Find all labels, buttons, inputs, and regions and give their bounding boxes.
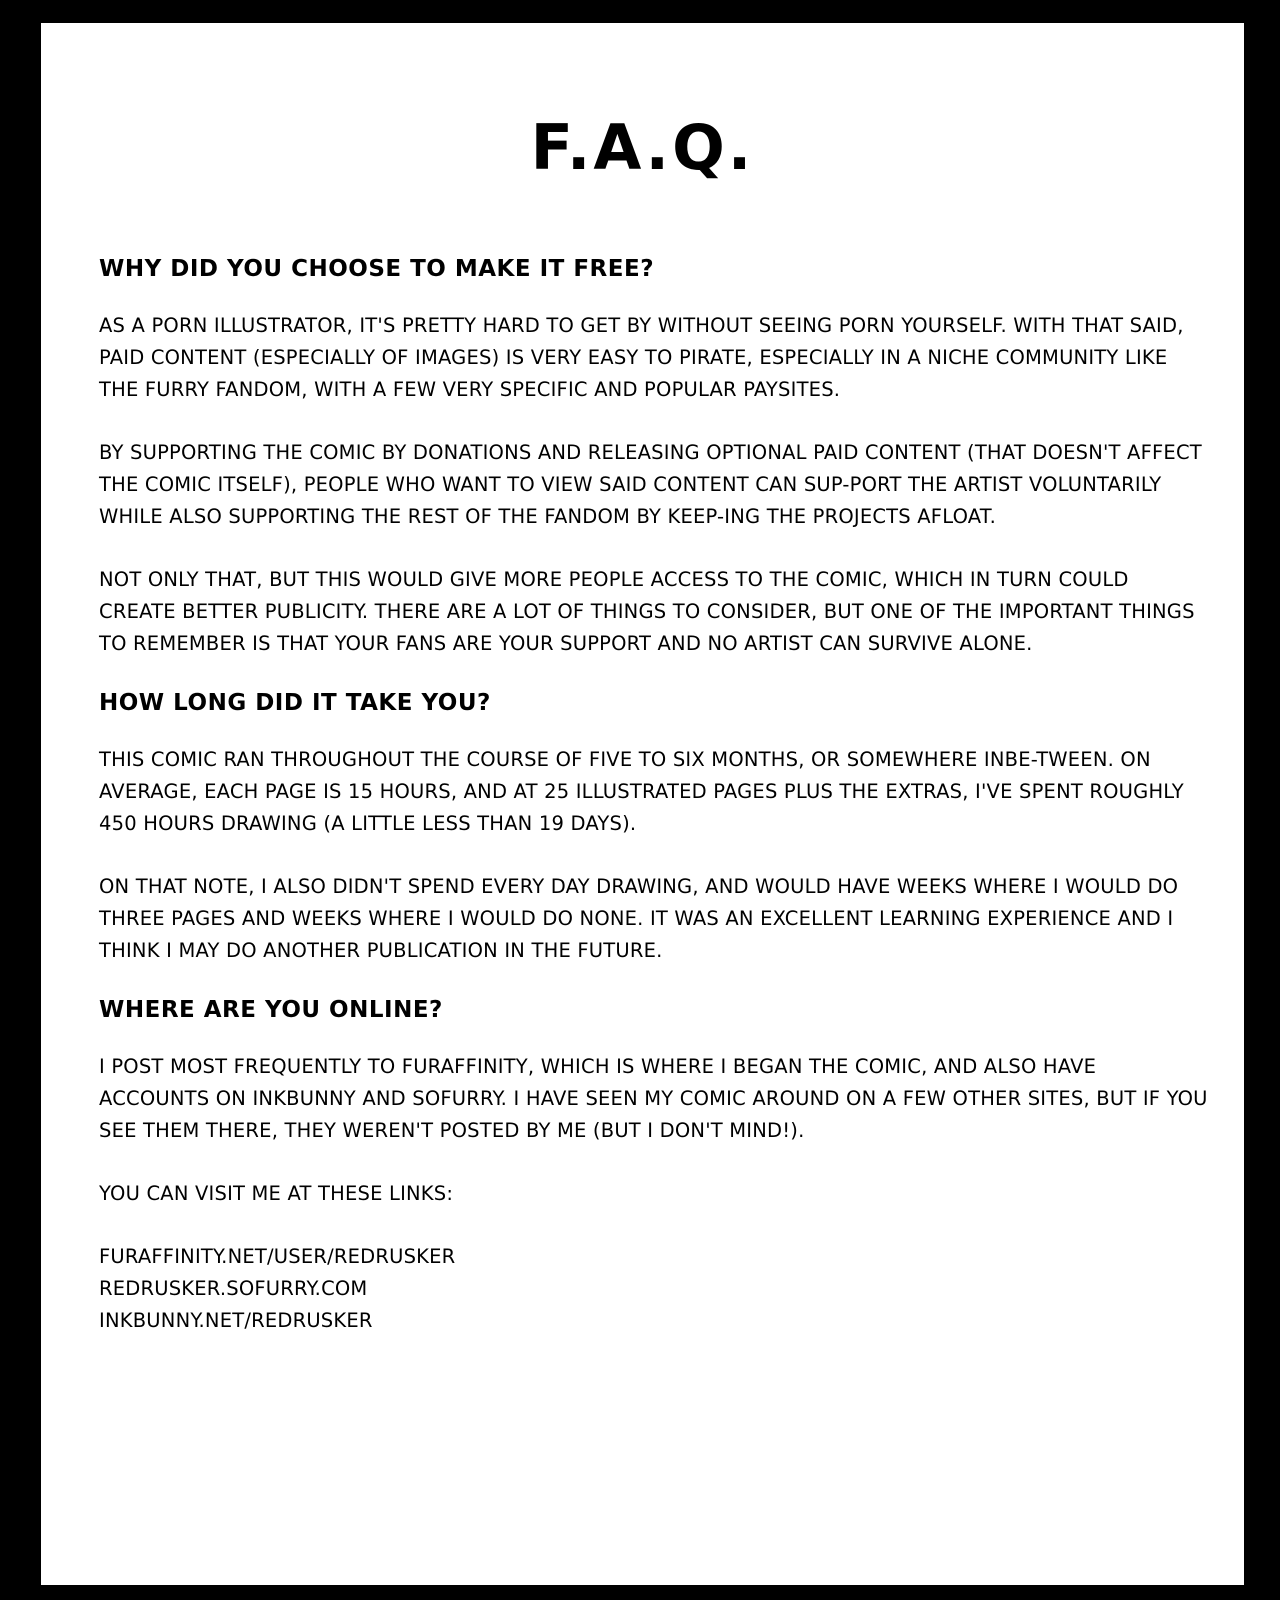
link-sofurry: REDRUSKER.SOFURRY.COM bbox=[99, 1277, 368, 1300]
faq-answer-paragraph: THIS COMIC RAN THROUGHOUT THE COURSE OF FIVE TO SIX MONTHS, OR SOMEWHERE INBE-TWEEN. ON AVERAGE, EACH PAGE IS 15 HOURS, AND AT 25 ILLUSTRATED PAGES PLUS THE EXTRAS, I'VE SPENT ROUGHLY 450 HOURS DRAWING (A LITTLE LESS THAN 19 DAYS). bbox=[99, 748, 1184, 835]
faq-page bbox=[41, 23, 1244, 1585]
faq-answer-paragraph: NOT ONLY THAT, BUT THIS WOULD GIVE MORE PEOPLE ACCESS TO THE COMIC, WHICH IN TURN COULD CREATE BETTER PUBLICITY. THERE ARE A LOT OF THINGS TO CONSIDER, BUT ONE OF THE IMPORTANT THINGS TO REMEMBER IS THAT YOUR FANS ARE YOUR SUPPORT AND NO ARTIST CAN SURVIVE ALONE. bbox=[99, 568, 1195, 655]
faq-answer-paragraph: BY SUPPORTING THE COMIC BY DONATIONS AND RELEASING OPTIONAL PAID CONTENT (THAT DOESN'T AFFECT THE COMIC ITSELF), PEOPLE WHO WANT TO VIEW SAID CONTENT CAN SUP-PORT THE ARTIST VOLUNTARILY WHILE ALSO SUPPORTING THE REST OF THE FANDOM BY KEEP-ING THE PROJECTS AFLOAT. bbox=[99, 441, 1202, 528]
faq-question: HOW LONG DID IT TAKE YOU? bbox=[99, 690, 491, 716]
faq-section-why-free bbox=[99, 253, 1209, 660]
faq-question: WHERE ARE YOU ONLINE? bbox=[99, 997, 443, 1023]
faq-content bbox=[99, 253, 1209, 1337]
page-title: F.A.Q. bbox=[530, 111, 755, 184]
faq-section-online bbox=[99, 994, 1209, 1337]
faq-answer-paragraph: YOU CAN VISIT ME AT THESE LINKS: bbox=[99, 1182, 454, 1205]
link-furaffinity: FURAFFINITY.NET/USER/REDRUSKER bbox=[99, 1245, 456, 1268]
faq-answer-paragraph: ON THAT NOTE, I ALSO DIDN'T SPEND EVERY DAY DRAWING, AND WOULD HAVE WEEKS WHERE I WOULD DO THREE PAGES AND WEEKS WHERE I WOULD DO NONE. IT WAS AN EXCELLENT LEARNING EXPERIENCE AND I THINK I MAY DO ANOTHER PUBLICATION IN THE FUTURE. bbox=[99, 875, 1179, 962]
link-inkbunny: INKBUNNY.NET/REDRUSKER bbox=[99, 1309, 373, 1332]
links-list bbox=[99, 1241, 1209, 1337]
faq-answer-paragraph: I POST MOST FREQUENTLY TO FURAFFINITY, WHICH IS WHERE I BEGAN THE COMIC, AND ALSO HAVE ACCOUNTS ON INKBUNNY AND SOFURRY. I HAVE SEEN MY COMIC AROUND ON A FEW OTHER SITES, BUT IF YOU SEE THEM THERE, THEY WEREN'T POSTED BY ME (BUT I DON'T MIND!). bbox=[99, 1055, 1208, 1142]
faq-section-how-long bbox=[99, 687, 1209, 967]
faq-answer-paragraph: AS A PORN ILLUSTRATOR, IT'S PRETTY HARD TO GET BY WITHOUT SEEING PORN YOURSELF. WITH THAT SAID, PAID CONTENT (ESPECIALLY OF IMAGES) IS VERY EASY TO PIRATE, ESPECIALLY IN A NICHE COMMUNITY LIKE THE FURRY FANDOM, WITH A FEW VERY SPECIFIC AND POPULAR PAYSITES. bbox=[99, 314, 1184, 401]
faq-question: WHY DID YOU CHOOSE TO MAKE IT FREE? bbox=[99, 256, 655, 282]
